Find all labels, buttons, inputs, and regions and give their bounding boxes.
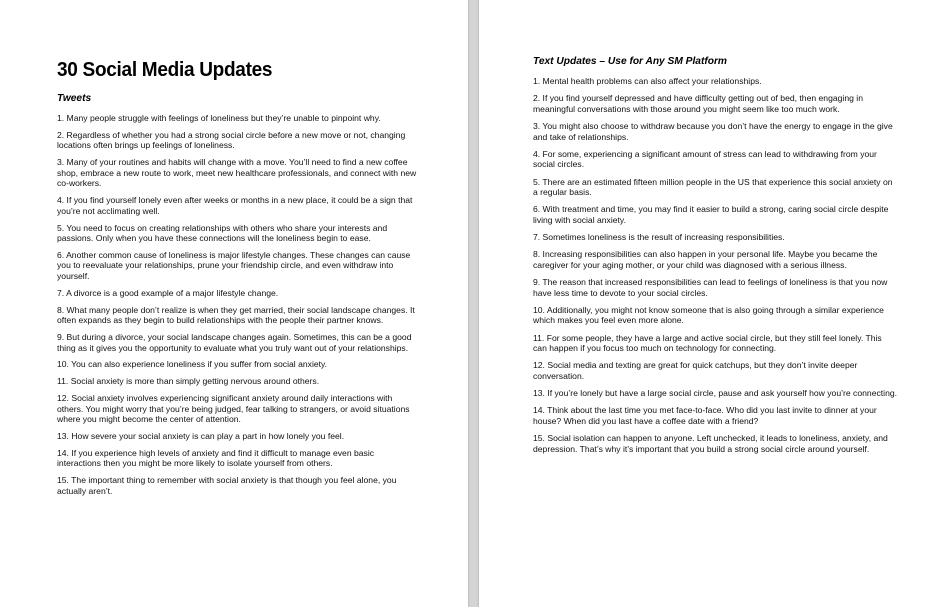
- list-item: 10. Additionally, you might not know someone that is also going through a similar experience which makes you feel even more alone.: [533, 304, 884, 326]
- list-item: 7. Sometimes loneliness is the result of increasing responsibilities.: [533, 232, 785, 243]
- list-item: 6. With treatment and time, you may find it easier to build a strong, caring social circle despite living with social anxiety.: [533, 204, 889, 225]
- list-item: 4. If you find yourself lonely even after weeks or months in a new place, it could be a sign that you’re not acclimating well.: [57, 195, 413, 216]
- list-item: 14. Think about the last time you met face-to-face. Who did you last invite to dinner at your house? When did you last have a coffee date with a friend?: [533, 405, 877, 426]
- list-item: 14. If you experience high levels of anxiety and find it difficult to manage even basic interactions then you might be more likely to isolate yourself from others.: [57, 447, 375, 469]
- list-item: 11. Social anxiety is more than simply getting nervous around others.: [57, 376, 320, 387]
- list-item: 10. You can also experience loneliness if you suffer from social anxiety.: [57, 359, 328, 370]
- text-updates-list: [533, 76, 897, 454]
- list-item: 9. The reason that increased responsibilities can lead to feelings of loneliness is that you now have less time to devote to your social circles.: [533, 277, 888, 298]
- list-item: 3. Many of your routines and habits will change with a move. You’ll need to find a new coffee shop, embrace a new route to work, meet new healthcare professionals, and connect with new co-workers.: [57, 157, 417, 189]
- list-item: 7. A divorce is a good example of a major lifestyle change.: [57, 287, 279, 298]
- list-item: 2. Regardless of whether you had a strong social circle before a new move or not, changing locations often brings up feelings of loneliness.: [57, 129, 406, 151]
- section-heading-tweets: Tweets: [57, 93, 92, 104]
- list-item: 13. How severe your social anxiety is can play a part in how lonely you feel.: [57, 430, 345, 441]
- list-item: 15. The important thing to remember with social anxiety is that though you feel alone, you actually aren’t.: [57, 475, 397, 496]
- tweets-list: [57, 113, 418, 496]
- list-item: 15. Social isolation can happen to anyone. Left unchecked, it leads to loneliness, anxiety, and depression. That’s why it’s important that you build a strong social circle around yourself.: [533, 433, 888, 454]
- section-heading-text-updates: Text Updates – Use for Any SM Platform: [533, 56, 727, 67]
- list-item: 5. You need to focus on creating relationships with others who share your interests and passions. Only when you have these connections will the loneliness begin to ease.: [57, 222, 388, 244]
- document-page-right: [479, 0, 947, 607]
- list-item: 13. If you’re lonely but have a large social circle, pause and ask yourself how you’re connecting.: [533, 388, 898, 399]
- document-page-left: [0, 0, 468, 607]
- list-item: 2. If you find yourself depressed and have difficulty getting out of bed, then engaging in meaningful conversations with those around you might seem like too much work.: [533, 93, 863, 114]
- list-item: 12. Social anxiety involves experiencing significant anxiety around daily interactions with others. You might worry that you’re being judged, fear talking to strangers, or avoid situations where you might become the center of attention.: [57, 392, 410, 425]
- list-item: 1. Many people struggle with feelings of loneliness but they’re unable to pinpoint why.: [57, 113, 381, 123]
- list-item: 5. There are an estimated fifteen million people in the US that experience this social anxiety on a regular basis.: [533, 176, 893, 198]
- list-item: 3. You might also choose to withdraw because you don’t have the energy to engage in the give and take of relationships.: [533, 120, 893, 142]
- list-item: 6. Another common cause of loneliness is major lifestyle changes. These changes can cause you to reevaluate your relationships, prune your friendship circle, and even withdraw into yourself.: [57, 249, 411, 282]
- list-item: 9. But during a divorce, your social landscape changes again. Sometimes, this can be a good thing as it gives you the opportunity to evaluate what you truly want out of your relationships.: [57, 332, 412, 353]
- list-item: 11. For some people, they have a large and active social circle, but they still feel lonely. This can happen if you focus too much on technology for connecting.: [533, 332, 882, 354]
- list-item: 8. What many people don’t realize is when they get married, their social landscape changes. It often expands as they begin to build relationships with the people their partner knows.: [57, 304, 415, 326]
- document-title: 30 Social Media Updates: [57, 59, 273, 81]
- list-item: 12. Social media and texting are great for quick catchups, but they don’t invite deeper conversation.: [533, 360, 858, 381]
- list-item: 4. For some, experiencing a significant amount of stress can lead to withdrawing from your social circles.: [533, 148, 877, 170]
- list-item: 8. Increasing responsibilities can also happen in your personal life. Maybe you became the caregiver for your aging mother, or your child was diagnosed with a serious illness.: [533, 249, 878, 270]
- list-item: 1. Mental health problems can also affect your relationships.: [533, 76, 762, 86]
